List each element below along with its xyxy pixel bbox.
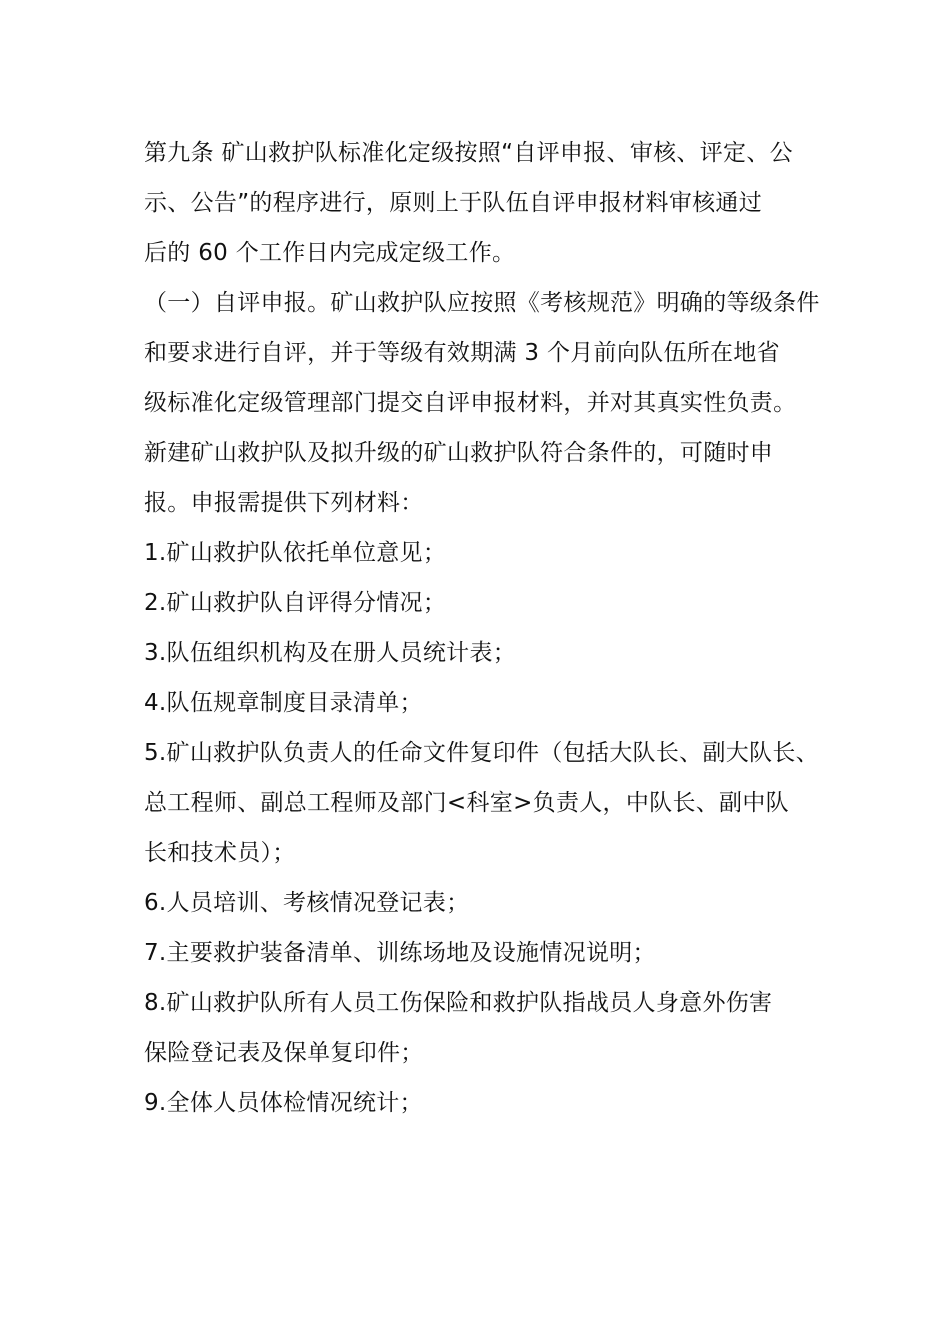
text-line: 新建矿山救护队及拟升级的矿山救护队符合条件的，可随时申 [144, 440, 774, 466]
text-line: 和要求进行自评，并于等级有效期满 3 个月前向队伍所在地省 [144, 340, 780, 366]
list-item-9: 9.全体人员体检情况统计； [144, 1090, 423, 1116]
list-item-8: 8.矿山救护队所有人员工伤保险和救护队指战员人身意外伤害 [144, 990, 773, 1016]
document-body [144, 128, 820, 1128]
list-item-8-cont: 保险登记表及保单复印件； [144, 1040, 424, 1066]
list-item-2: 2.矿山救护队自评得分情况； [144, 590, 447, 616]
text-line: 报。申报需提供下列材料： [144, 490, 424, 516]
text-line-section-1: （一）自评申报。矿山救护队应按照《考核规范》明确的等级条件 [144, 290, 820, 316]
text-line: 级标准化定级管理部门提交自评申报材料，并对其真实性负责。 [144, 390, 797, 416]
list-item-5-cont: 总工程师、副总工程师及部门<科室>负责人，中队长、副中队 [144, 790, 789, 816]
text-line: 示、公告”的程序进行，原则上于队伍自评申报材料审核通过 [144, 190, 763, 216]
list-item-5: 5.矿山救护队负责人的任命文件复印件（包括大队长、副大队长、 [144, 740, 819, 766]
list-item-6: 6.人员培训、考核情况登记表； [144, 890, 470, 916]
text-line-article-9: 第九条 矿山救护队标准化定级按照“自评申报、审核、评定、公 [144, 140, 793, 166]
text-line: 后的 60 个工作日内完成定级工作。 [144, 240, 516, 266]
list-item-7: 7.主要救护装备清单、训练场地及设施情况说明； [144, 940, 656, 966]
list-item-1: 1.矿山救护队依托单位意见； [144, 540, 447, 566]
list-item-3: 3.队伍组织机构及在册人员统计表； [144, 640, 517, 666]
list-item-4: 4.队伍规章制度目录清单； [144, 690, 423, 716]
list-item-5-cont: 长和技术员）； [144, 840, 296, 866]
